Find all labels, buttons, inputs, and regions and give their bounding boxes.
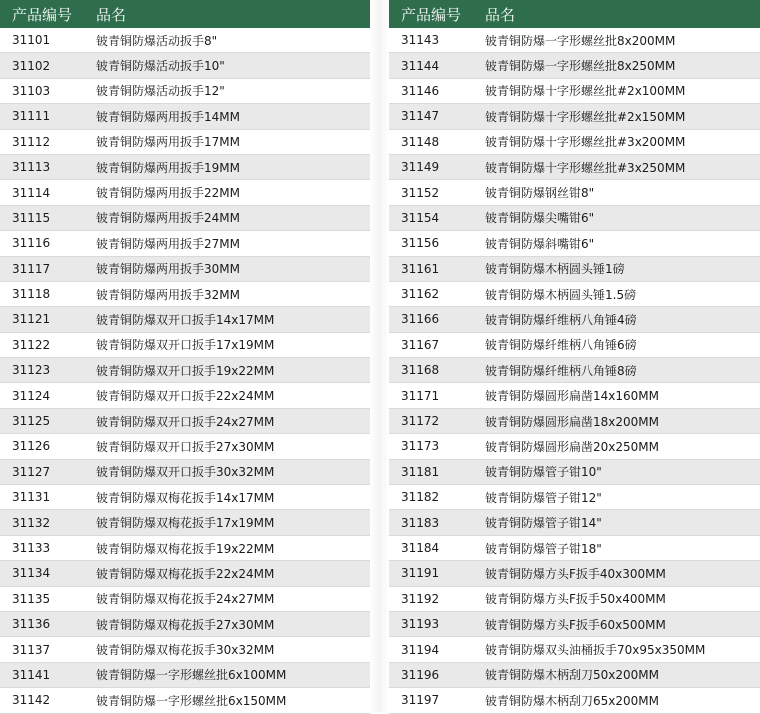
product-code: 31131 <box>12 490 51 505</box>
product-name: 铍青铜防爆方头F扳手60x500MM <box>485 617 666 632</box>
table-row <box>0 358 370 383</box>
column-header-name: 品名 <box>485 5 516 24</box>
table-row <box>389 536 760 561</box>
product-name: 铍青铜防爆活动扳手8" <box>96 33 218 48</box>
product-name: 铍青铜防爆两用扳手17MM <box>96 135 240 150</box>
table-row <box>389 637 760 662</box>
product-code: 31154 <box>401 210 440 225</box>
table-row <box>0 231 370 256</box>
product-name: 铍青铜防爆木柄圆头锤1.5磅 <box>485 287 637 302</box>
product-code: 31143 <box>401 33 440 48</box>
product-code: 31196 <box>401 667 440 682</box>
product-name: 铍青铜防爆活动扳手10" <box>96 59 225 74</box>
product-name: 铍青铜防爆木柄刮刀50x200MM <box>485 668 659 683</box>
left-product-table <box>0 0 370 712</box>
table-row <box>389 257 760 282</box>
table-row <box>0 485 370 510</box>
product-code: 31146 <box>401 83 440 98</box>
product-name: 铍青铜防爆纤维柄八角锤8磅 <box>485 363 637 378</box>
product-name: 铍青铜防爆两用扳手22MM <box>96 186 240 201</box>
table-row <box>389 485 760 510</box>
product-name: 铍青铜防爆方头F扳手40x300MM <box>485 566 666 581</box>
product-name: 铍青铜防爆十字形螺丝批#3x200MM <box>485 135 686 150</box>
table-row <box>389 383 760 408</box>
table-row <box>389 460 760 485</box>
column-divider <box>370 0 389 712</box>
table-row <box>389 28 760 53</box>
product-code: 31117 <box>12 261 51 276</box>
product-code: 31127 <box>12 464 51 479</box>
product-code: 31152 <box>401 185 440 200</box>
product-code: 31149 <box>401 160 440 175</box>
table-row <box>389 663 760 688</box>
product-code: 31147 <box>401 109 440 124</box>
product-name: 铍青铜防爆圆形扁凿18x200MM <box>485 414 659 429</box>
product-name: 铍青铜防爆木柄圆头锤1磅 <box>485 262 625 277</box>
product-code: 31116 <box>12 236 51 251</box>
product-code: 31181 <box>401 464 440 479</box>
product-name: 铍青铜防爆两用扳手24MM <box>96 211 240 226</box>
product-code: 31191 <box>401 566 440 581</box>
product-code: 31184 <box>401 541 440 555</box>
table-row <box>389 53 760 78</box>
product-name: 铍青铜防爆双开口扳手22x24MM <box>96 389 275 404</box>
product-code: 31141 <box>12 667 51 682</box>
table-row <box>0 333 370 358</box>
product-code: 31197 <box>401 693 440 708</box>
product-code: 31125 <box>12 414 51 429</box>
table-row <box>389 333 760 358</box>
product-name: 铍青铜防爆一字形螺丝批8x250MM <box>485 59 676 74</box>
table-row <box>0 409 370 434</box>
product-code: 31193 <box>401 617 440 632</box>
product-name: 铍青铜防爆十字形螺丝批#2x150MM <box>485 109 686 124</box>
table-row <box>389 409 760 434</box>
product-name: 铍青铜防爆活动扳手12" <box>96 84 225 99</box>
product-name: 铍青铜防爆一字形螺丝批8x200MM <box>485 33 676 48</box>
column-header-code: 产品编号 <box>12 5 73 24</box>
product-code: 31135 <box>12 591 51 606</box>
product-name: 铍青铜防爆方头F扳手50x400MM <box>485 592 666 607</box>
product-code: 31137 <box>12 642 51 657</box>
product-name: 铍青铜防爆双梅花扳手19x22MM <box>96 541 275 556</box>
table-row <box>0 180 370 205</box>
table-row <box>389 358 760 383</box>
product-code: 31161 <box>401 261 440 276</box>
product-name: 铍青铜防爆管子钳12" <box>485 490 602 505</box>
table-row <box>389 79 760 104</box>
product-code: 31122 <box>12 337 51 352</box>
table-row <box>389 155 760 180</box>
table-row <box>0 434 370 459</box>
product-name: 铍青铜防爆两用扳手14MM <box>96 109 240 124</box>
table-row <box>389 307 760 332</box>
table-row <box>0 53 370 78</box>
product-name: 铍青铜防爆管子钳14" <box>485 516 602 531</box>
product-code: 31133 <box>12 541 51 555</box>
table-body <box>0 28 370 714</box>
product-name: 铍青铜防爆一字形螺丝批6x150MM <box>96 693 287 708</box>
product-code: 31183 <box>401 515 440 530</box>
product-name: 铍青铜防爆圆形扁凿14x160MM <box>485 389 659 404</box>
product-code: 31173 <box>401 439 440 454</box>
product-name: 铍青铜防爆木柄刮刀65x200MM <box>485 693 659 708</box>
product-name: 铍青铜防爆一字形螺丝批6x100MM <box>96 668 287 683</box>
product-code: 31103 <box>12 83 51 98</box>
product-code: 31126 <box>12 439 51 454</box>
product-name: 铍青铜防爆管子钳18" <box>485 541 602 556</box>
table-row <box>389 206 760 231</box>
table-row <box>0 688 370 713</box>
table-row <box>0 130 370 155</box>
product-code: 31102 <box>12 58 51 73</box>
table-row <box>389 510 760 535</box>
product-code: 31194 <box>401 642 440 657</box>
product-code: 31123 <box>12 363 51 378</box>
product-name: 铍青铜防爆双开口扳手24x27MM <box>96 414 275 429</box>
product-name: 铍青铜防爆尖嘴钳6" <box>485 211 595 226</box>
table-row <box>389 104 760 129</box>
table-row <box>0 460 370 485</box>
table-row <box>0 282 370 307</box>
product-code: 31142 <box>12 693 51 708</box>
product-name: 铍青铜防爆两用扳手27MM <box>96 236 240 251</box>
table-row <box>0 307 370 332</box>
product-name: 铍青铜防爆双开口扳手30x32MM <box>96 465 275 480</box>
product-name: 铍青铜防爆双开口扳手14x17MM <box>96 312 275 327</box>
column-header-name: 品名 <box>96 5 127 24</box>
product-name: 铍青铜防爆十字形螺丝批#3x250MM <box>485 160 686 175</box>
product-code: 31144 <box>401 58 440 73</box>
product-code: 31134 <box>12 566 51 581</box>
product-code: 31115 <box>12 210 51 225</box>
table-row <box>0 587 370 612</box>
table-row <box>0 383 370 408</box>
product-name: 铍青铜防爆双开口扳手27x30MM <box>96 439 275 454</box>
product-code: 31148 <box>401 134 440 149</box>
table-row <box>389 434 760 459</box>
product-code: 31171 <box>401 388 440 403</box>
table-row <box>389 130 760 155</box>
product-code: 31114 <box>12 185 51 200</box>
right-product-table <box>389 0 760 712</box>
product-name: 铍青铜防爆两用扳手19MM <box>96 160 240 175</box>
table-header <box>389 0 760 28</box>
product-code: 31118 <box>12 287 51 302</box>
product-code: 31112 <box>12 134 51 149</box>
product-name: 铍青铜防爆纤维柄八角锤4磅 <box>485 312 637 327</box>
table-row <box>0 28 370 53</box>
product-name: 铍青铜防爆双梅花扳手17x19MM <box>96 516 275 531</box>
table-row <box>389 587 760 612</box>
table-row <box>0 206 370 231</box>
table-row <box>0 561 370 586</box>
table-body <box>389 28 760 714</box>
table-row <box>389 282 760 307</box>
product-code: 31156 <box>401 236 440 251</box>
product-name: 铍青铜防爆双头油桶扳手70x95x350MM <box>485 643 706 658</box>
product-code: 31172 <box>401 414 440 429</box>
product-code: 31162 <box>401 287 440 302</box>
product-name: 铍青铜防爆纤维柄八角锤6磅 <box>485 338 637 353</box>
product-code: 31168 <box>401 363 440 378</box>
product-name: 铍青铜防爆圆形扁凿20x250MM <box>485 439 659 454</box>
product-name: 铍青铜防爆斜嘴钳6" <box>485 236 595 251</box>
table-row <box>0 257 370 282</box>
product-code: 31192 <box>401 591 440 606</box>
table-row <box>0 612 370 637</box>
product-name: 铍青铜防爆管子钳10" <box>485 465 602 480</box>
product-code: 31182 <box>401 490 440 505</box>
table-row <box>0 536 370 561</box>
table-row <box>389 612 760 637</box>
column-header-code: 产品编号 <box>401 5 462 24</box>
product-name: 铍青铜防爆双梅花扳手22x24MM <box>96 566 275 581</box>
product-code: 31132 <box>12 515 51 530</box>
product-code: 31111 <box>12 109 51 124</box>
table-row <box>0 155 370 180</box>
product-code: 31124 <box>12 388 51 403</box>
product-code: 31167 <box>401 337 440 352</box>
product-name: 铍青铜防爆双梅花扳手27x30MM <box>96 617 275 632</box>
table-row <box>389 180 760 205</box>
product-name: 铍青铜防爆两用扳手30MM <box>96 262 240 277</box>
product-name: 铍青铜防爆十字形螺丝批#2x100MM <box>485 84 686 99</box>
product-name: 铍青铜防爆双梅花扳手14x17MM <box>96 490 275 505</box>
product-name: 铍青铜防爆双开口扳手17x19MM <box>96 338 275 353</box>
table-row <box>0 104 370 129</box>
product-code: 31166 <box>401 312 440 327</box>
table-row <box>0 663 370 688</box>
product-code: 31136 <box>12 617 51 632</box>
product-code: 31121 <box>12 312 51 327</box>
table-header <box>0 0 370 28</box>
product-name: 铍青铜防爆双开口扳手19x22MM <box>96 363 275 378</box>
product-name: 铍青铜防爆双梅花扳手30x32MM <box>96 643 275 658</box>
product-code: 31101 <box>12 33 51 48</box>
table-row <box>389 561 760 586</box>
table-row <box>0 79 370 104</box>
product-code: 31113 <box>12 160 51 175</box>
table-row <box>0 510 370 535</box>
table-row <box>389 231 760 256</box>
product-name: 铍青铜防爆钢丝钳8" <box>485 186 595 201</box>
table-row <box>389 688 760 713</box>
product-name: 铍青铜防爆双梅花扳手24x27MM <box>96 592 275 607</box>
product-name: 铍青铜防爆两用扳手32MM <box>96 287 240 302</box>
table-row <box>0 637 370 662</box>
